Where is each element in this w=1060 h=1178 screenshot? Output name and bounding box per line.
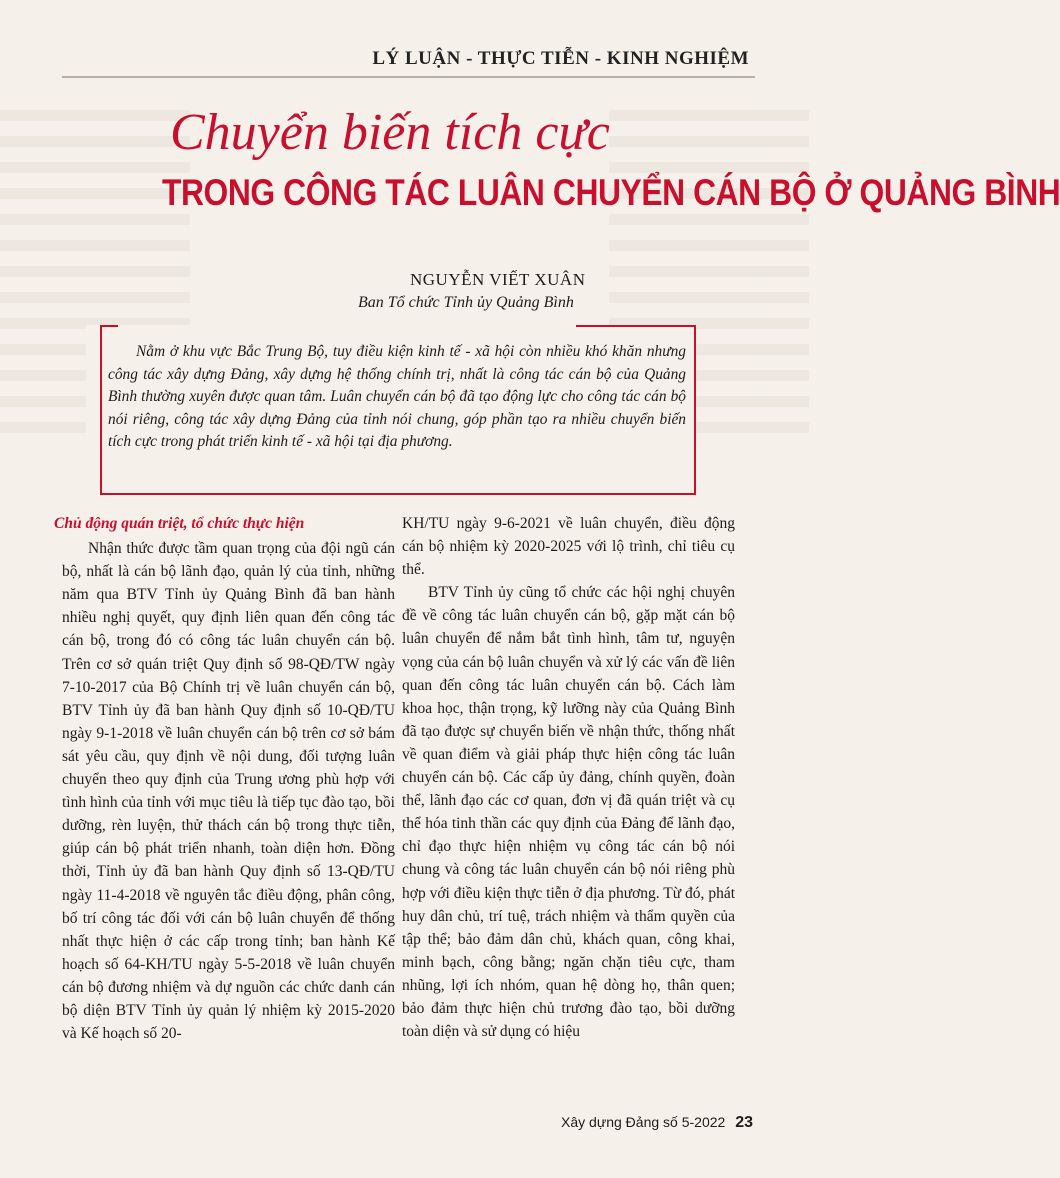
header-rule [62, 76, 755, 78]
author-affiliation: Ban Tổ chức Tỉnh ủy Quảng Bình [358, 294, 574, 311]
publication-name: Xây dựng Đảng số 5-2022 [561, 1114, 726, 1130]
page-number: 23 [735, 1114, 753, 1131]
article-title-line1: Chuyển biến tích cực [170, 104, 610, 161]
article-title-line2: TRONG CÔNG TÁC LUÂN CHUYỂN CÁN BỘ Ở QUẢNG BÌNH [162, 172, 1060, 213]
left-column [54, 512, 395, 1045]
author-name: NGUYỄN VIẾT XUÂN [410, 270, 586, 289]
right-column-paragraph-1: KH/TU ngày 9-6-2021 về luân chuyển, điều động cán bộ nhiệm kỳ 2020-2025 với lộ trình, chỉ tiêu cụ thể. [402, 515, 735, 579]
right-column-paragraph-2: BTV Tỉnh ủy cũng tổ chức các hội nghị chuyên đề về công tác luân chuyển cán bộ, gặp mặt cán bộ luân chuyển để nắm bắt tình hình, tâm tư, nguyện vọng của cán bộ luân chuyển và xử lý các vấn đề liên quan đến công tác luân chuyển cán bộ. Cách làm khoa học, thận trọng, kỹ lưỡng này của Quảng Bình đã tạo được sự chuyển biến về nhận thức, thống nhất về quan điểm và giải pháp thực hiện công tác luân chuyển cán bộ. Các cấp ủy đảng, chính quyền, đoàn thể, lãnh đạo các cơ quan, đơn vị đã quán triệt và cụ thể hóa tinh thần các quy định của Đảng để lãnh đạo, chỉ đạo thực hiện nhiệm vụ công tác cán bộ nói chung và công tác luân chuyển cán bộ nói riêng phù hợp với điều kiện thực tiễn ở địa phương. Từ đó, phát huy dân chủ, trí tuệ, trách nhiệm và thẩm quyền của tập thể; bảo đảm dân chủ, khách quan, công khai, minh bạch, công bằng; ngăn chặn tiêu cực, tham nhũng, lợi ích nhóm, quan hệ dòng họ, thân quen; bảo đảm thực hiện chủ trương đào tạo, bồi dưỡng toàn diện và sử dụng có hiệu [402, 584, 735, 1041]
page-footer [561, 1114, 753, 1132]
section-subheading: Chủ động quán triệt, tổ chức thực hiện [54, 515, 305, 532]
right-column [402, 512, 735, 1043]
left-column-paragraph: Nhận thức được tầm quan trọng của đội ngũ cán bộ, nhất là cán bộ lãnh đạo, quản lý của tỉnh, những năm qua BTV Tỉnh ủy Quảng Bình đã ban hành nhiều nghị quyết, quy định liên quan đến công tác cán bộ, trong đó có công tác luân chuyển cán bộ. Trên cơ sở quán triệt Quy định số 98-QĐ/TW ngày 7-10-2017 của Bộ Chính trị về luân chuyển cán bộ, BTV Tỉnh ủy đã ban hành Quy định số 10-QĐ/TU ngày 9-1-2018 về luân chuyển cán bộ trên cơ sở bám sát yêu cầu, quy định về nội dung, đối tượng luân chuyển theo quy định của Trung ương phù hợp với tình hình của tỉnh với mục tiêu là tiếp tục đào tạo, bồi dưỡng, rèn luyện, thử thách cán bộ trong thực tiễn, giúp cán bộ phát triển nhanh, toàn diện hơn. Đồng thời, Tỉnh ủy đã ban hành Quy định số 13-QĐ/TU ngày 11-4-2018 về nguyên tắc điều động, phân công, bố trí công tác đối với cán bộ luân chuyển để thống nhất thực hiện ở các cấp trong tỉnh; ban hành Kế hoạch số 64-KH/TU ngày 5-5-2018 về luân chuyển cán bộ đương nhiệm và dự nguồn các chức danh cán bộ diện BTV Tỉnh ủy quản lý nhiệm kỳ 2015-2020 và Kế hoạch số 20- [62, 540, 395, 1043]
section-header: LÝ LUẬN - THỰC TIỄN - KINH NGHIỆM [372, 48, 749, 69]
abstract-paragraph: Nằm ở khu vực Bắc Trung Bộ, tuy điều kiện kinh tế - xã hội còn nhiều khó khăn nhưng công tác xây dựng Đảng, xây dựng hệ thống chính trị, nhất là công tác cán bộ của Quảng Bình thường xuyên được quan tâm. Luân chuyển cán bộ đã tạo động lực cho công tác cán bộ nói riêng, công tác xây dựng Đảng của tỉnh nói chung, góp phần tạo ra nhiều chuyển biến tích cực trong phát triển kinh tế - xã hội tại địa phương. [108, 343, 686, 450]
abstract-box [86, 325, 696, 495]
abstract-text [108, 341, 686, 454]
